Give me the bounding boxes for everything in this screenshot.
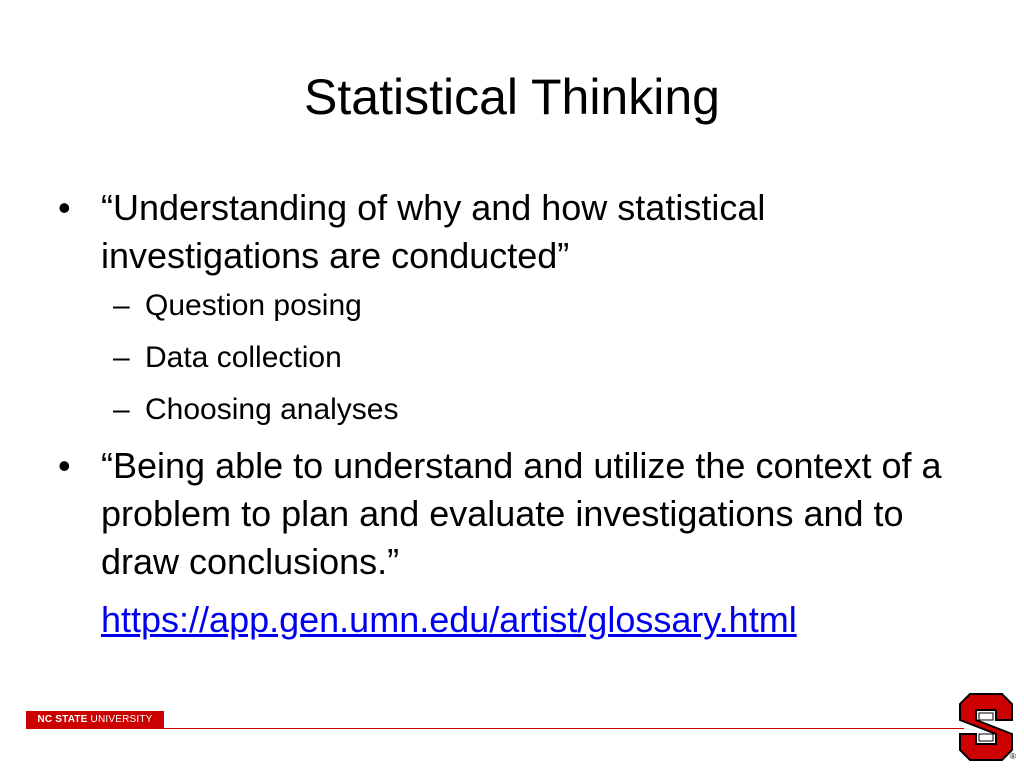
- badge-light-text: UNIVERSITY: [90, 714, 153, 725]
- sub-item-question-posing: [58, 286, 978, 325]
- link-line: [58, 596, 978, 644]
- bullet-dot-icon: •: [58, 187, 71, 228]
- bullet-text: “Understanding of why and how statistical investigations are conducted”: [101, 187, 766, 276]
- sub-item-text: Question posing: [145, 289, 362, 322]
- sub-item-data-collection: [58, 338, 978, 377]
- university-badge: [26, 711, 164, 729]
- registered-mark: ®: [1010, 752, 1016, 761]
- footer-divider: [26, 728, 964, 729]
- dash-icon: –: [113, 289, 130, 322]
- glossary-link[interactable]: https://app.gen.umn.edu/artist/glossary.html: [101, 599, 797, 640]
- dash-icon: –: [113, 393, 130, 426]
- ncsu-s-logo-icon: [958, 692, 1014, 762]
- bullet-text: “Being able to understand and utilize the context of a problem to plan and evaluate investigations and to draw conclusions.”: [101, 445, 942, 582]
- sub-list: [58, 286, 978, 429]
- sub-item-choosing-analyses: [58, 390, 978, 429]
- badge-bold-text: NC STATE: [37, 714, 88, 725]
- sub-item-text: Data collection: [145, 341, 342, 374]
- slide-content: [58, 184, 978, 644]
- bullet-item-1: [58, 184, 978, 280]
- dash-icon: –: [113, 341, 130, 374]
- sub-item-text: Choosing analyses: [145, 393, 399, 426]
- slide-title: Statistical Thinking: [304, 69, 720, 125]
- bullet-dot-icon: •: [58, 445, 71, 486]
- bullet-item-2: [58, 442, 978, 586]
